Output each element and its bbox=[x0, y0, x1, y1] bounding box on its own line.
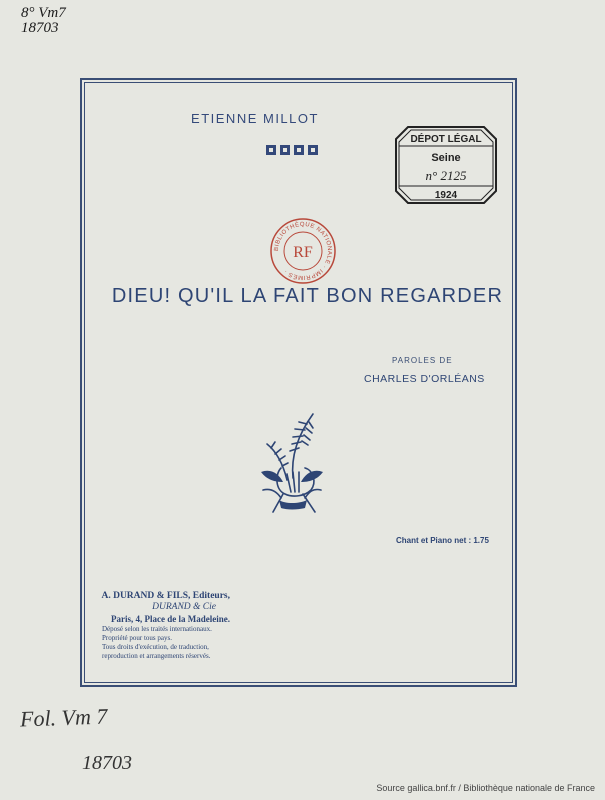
depot-legal-stamp bbox=[394, 125, 498, 205]
source-credit: Source gallica.bnf.fr / Bibliothèque nationale de France bbox=[376, 783, 595, 793]
lyre-ornament-vignette bbox=[257, 408, 329, 520]
composer-name: ETIENNE MILLOT bbox=[191, 111, 319, 126]
shelfmark-line-2: 18703 bbox=[21, 20, 59, 36]
lyricist-name: CHARLES D'ORLÉANS bbox=[364, 373, 485, 385]
bibliotheque-nationale-stamp bbox=[268, 216, 338, 286]
depot-stamp-number: n° 2125 bbox=[425, 168, 467, 183]
rights-line: Déposé selon les traités internationaux. bbox=[102, 625, 212, 633]
ornament-square bbox=[266, 145, 276, 155]
bn-stamp-center: RF bbox=[293, 244, 313, 261]
shelfmark-line-1: 8° Vm7 bbox=[21, 5, 66, 21]
depot-stamp-heading: DÉPOT LÉGAL bbox=[410, 134, 482, 145]
ornament-square bbox=[280, 145, 290, 155]
rights-line: reproduction et arrangements réservés. bbox=[102, 652, 211, 660]
publisher-address: Paris, 4, Place de la Madeleine. bbox=[111, 614, 230, 624]
rights-line: Propriété pour tous pays. bbox=[102, 634, 172, 642]
price-label: Chant et Piano net : 1.75 bbox=[396, 536, 489, 545]
publisher-line-1: A. DURAND & FILS, Editeurs, bbox=[101, 591, 230, 601]
ornament-square bbox=[308, 145, 318, 155]
shelfmark-bottom-left: Fol. Vm 7 bbox=[19, 703, 108, 732]
bn-stamp-ring-text: BIBLIOTHÈQUE NATIONALE · IMPRIMÉS · bbox=[273, 221, 333, 281]
ornament-square bbox=[294, 145, 304, 155]
depot-stamp-seine: Seine bbox=[431, 152, 461, 164]
publisher-line-2: DURAND & Cie bbox=[152, 602, 216, 612]
shelfmark-bottom-number: 18703 bbox=[82, 752, 132, 774]
rights-line: Tous droits d'exécution, de traduction, bbox=[102, 643, 209, 651]
song-title: DIEU! QU'IL LA FAIT BON REGARDER bbox=[111, 285, 504, 307]
depot-stamp-year: 1924 bbox=[434, 190, 458, 201]
shelfmark-top-left bbox=[21, 6, 66, 36]
publisher-imprint bbox=[100, 590, 230, 661]
ornament-squares bbox=[266, 145, 318, 155]
lyrics-by-label: PAROLES DE bbox=[392, 356, 453, 365]
